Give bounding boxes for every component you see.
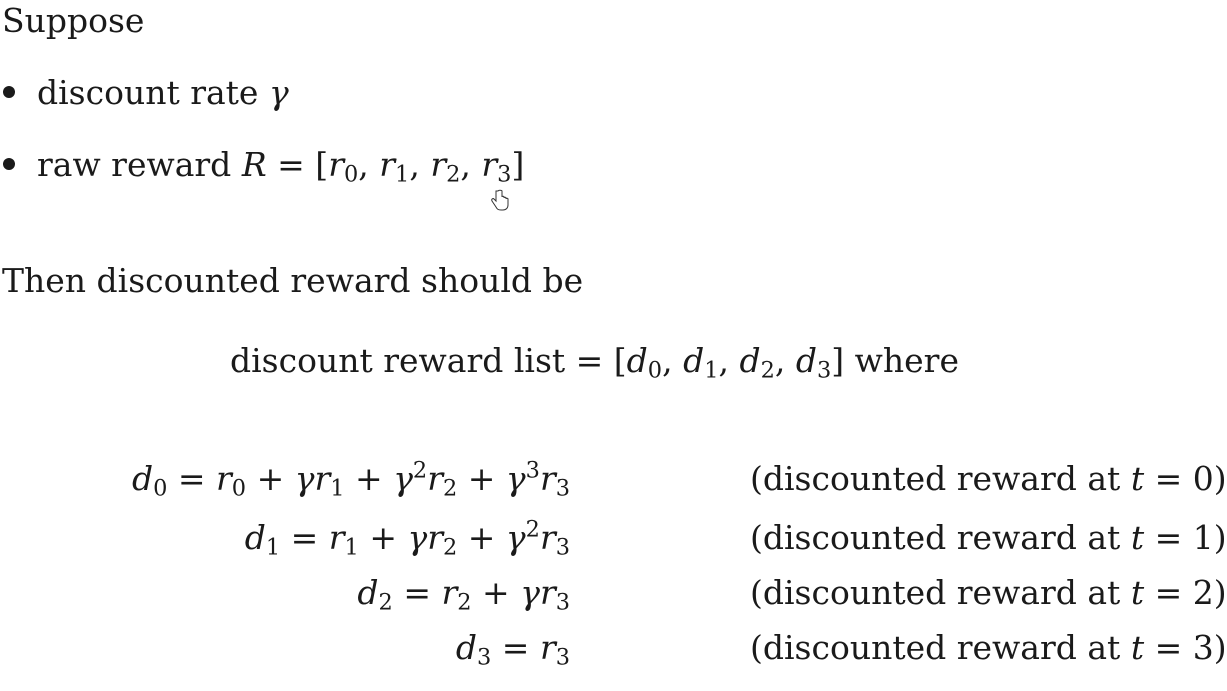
equation-d3-comment: (discounted reward at t = 3): [750, 628, 1227, 667]
bullet-text: raw reward: [37, 145, 232, 184]
then-line: Then discounted reward should be: [2, 261, 584, 300]
equation-d1: $d_1 = r_1 + \gamma r_2 + \gamma^2r_3$: [244, 516, 570, 561]
equation-d0-comment: (discounted reward at t = 0): [750, 459, 1227, 498]
equation-d3: $d_3 = r_3$: [455, 628, 570, 671]
bullet-discount-rate: [3, 73, 289, 112]
bullet-text: discount rate: [37, 73, 259, 112]
hand-pointer-icon: [491, 190, 509, 212]
equation-d2: $d_2 = r_2 + \gamma r_3$: [357, 573, 570, 616]
gamma-symbol: γ: [268, 73, 289, 112]
bullet-icon: [3, 158, 15, 170]
equation-d0: $d_0 = r_0 + \gamma r_1 + \gamma^2r_2 + \gamma^3r_3$: [131, 457, 570, 502]
heading-suppose: Suppose: [2, 1, 145, 40]
bullet-raw-reward: raw reward $R = [r_0$, $r_1$, $r_2$, $r_3$]: [3, 148, 524, 181]
discount-reward-list-line: discount reward list = [$d_0$, $d_1$, $d_2$, $d_3$] where: [230, 341, 959, 384]
bullet-icon: [3, 86, 15, 98]
equation-d1-comment: (discounted reward at t = 1): [750, 518, 1227, 557]
equation-d2-comment: (discounted reward at t = 2): [750, 573, 1227, 612]
